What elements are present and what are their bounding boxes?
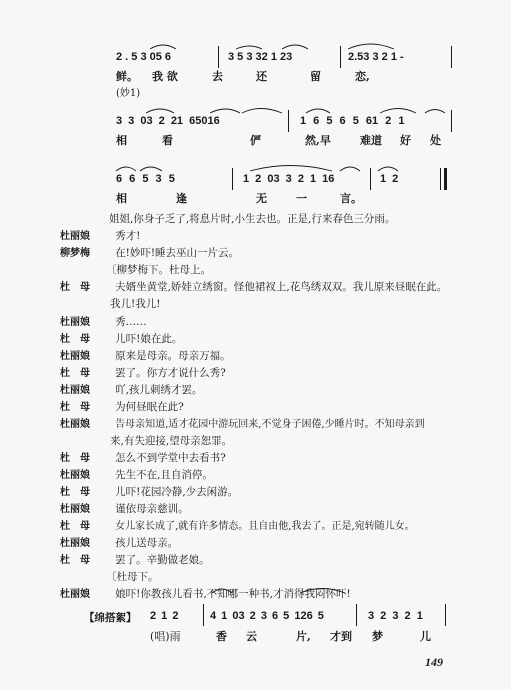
speaker-name: 杜丽娘 <box>60 538 90 549</box>
speaker-name: 杜丽娘 <box>60 470 90 481</box>
speaker-name: 柳梦梅 <box>60 248 90 259</box>
speaker-name: 杜丽娘 <box>60 589 90 600</box>
line-text: 〔柳梦梅下。杜母上。 <box>106 264 211 276</box>
lyric: (唱)雨 <box>150 630 181 643</box>
bar-line <box>356 604 357 626</box>
lyric: 言。 <box>340 192 362 205</box>
lyric: 无 <box>256 192 267 205</box>
lyric: 片, <box>296 630 311 643</box>
line-text: 姐姐,你身子乏了,将息片时,小生去也。正是,行来春色三分雨。 <box>109 213 396 225</box>
line-text: 儿吓!花园冷静,少去闲游。 <box>115 486 239 498</box>
bar-line <box>445 604 446 626</box>
score-notes: 4 1 03 2 3 6 5 126 5 <box>210 610 324 622</box>
line-text: 娘吓!你教孩儿看书,不知哪一种书,才消得我闷怀吓! <box>115 588 351 600</box>
lyric: 看 <box>162 134 173 147</box>
line-text: 女儿家长成了,就有许多情态。且自由他,我去了。正是,宛转随儿女。 <box>115 521 415 532</box>
lyric: 鲜。 <box>116 70 138 83</box>
dialogue-line <box>110 292 160 311</box>
lyric: 恋, <box>355 70 370 83</box>
speaker-name: 杜丽娘 <box>60 504 90 515</box>
line-text: 原来是母亲。母亲万福。 <box>115 350 231 362</box>
lyric: 留 <box>310 70 321 83</box>
line-text: 秀才! <box>115 230 141 242</box>
tune-title: 【绵搭絮】 <box>84 612 137 624</box>
lyric: 一 <box>296 192 307 205</box>
score-notes: 2 1 2 <box>150 610 179 622</box>
speaker-name: 杜丽娘 <box>60 351 90 362</box>
line-text: 夫婿坐黄堂,娇娃立绣窗。怪他裙衩上,花鸟绣双双。我儿原来昼眠在此。 <box>115 281 448 293</box>
dialogue-line <box>109 207 395 226</box>
score-notes: 3 5 3 32 1 23 <box>228 51 293 63</box>
line-text: 告母亲知道,适才花园中游玩回来,不觉身子困倦,少睡片时。不知母亲到 <box>115 419 425 430</box>
lyric: 我 欲 <box>152 70 178 83</box>
speaker-name: 杜丽娘 <box>60 385 90 396</box>
line-text: 罢了。辛勤做老娘。 <box>115 554 210 566</box>
score-notes: 2 . 5 3 05 6 <box>116 51 172 63</box>
line-text: 在!妙吓!睡去巫山一片云。 <box>115 247 240 259</box>
line-text: 〔杜母下。 <box>106 571 159 583</box>
line-text: 吖,孩儿刺绣才罢。 <box>115 384 203 396</box>
lyric: 才到 <box>330 630 352 643</box>
lyric: 云 <box>246 630 257 643</box>
speaker-name: 杜 母 <box>60 453 90 464</box>
lyric: 相 <box>116 134 127 147</box>
score-notes: 3 3 03 2 21 65016 <box>116 115 220 127</box>
line-text: 儿吓!娘在此。 <box>115 333 183 345</box>
lyric: 逢 <box>176 192 187 205</box>
score-notes: 1 2 <box>380 173 399 185</box>
score-notes: 2.53 3 2 1 - <box>348 51 404 63</box>
bar-line <box>203 604 204 626</box>
lyric: 难道 <box>360 134 382 147</box>
speaker-name: 杜丽娘 <box>60 317 90 328</box>
lyric: 去 <box>212 70 223 83</box>
lyric: 儿 <box>420 630 431 643</box>
lyric: 好 <box>400 134 411 147</box>
score-annotation: (妙1) <box>116 88 141 99</box>
line-text: 怎么不到学堂中去看书? <box>115 452 226 464</box>
lyric: 俨 <box>250 134 261 147</box>
line-text: 孩儿送母亲。 <box>115 537 179 549</box>
line-text: 先生不在,且自消停。 <box>115 469 213 481</box>
line-text: 来,有失迎接,望母亲恕罪。 <box>110 435 233 447</box>
lyric: 然,早 <box>305 134 331 147</box>
dialogue-line <box>60 582 351 601</box>
line-text: 我儿!我儿! <box>110 298 161 310</box>
speaker-name: 杜 母 <box>60 402 90 413</box>
speaker-name: 杜丽娘 <box>60 419 90 430</box>
score-notes: 1 2 03 3 2 1 16 <box>243 173 335 185</box>
line-text: 谨依母亲慈训。 <box>115 503 189 515</box>
line-text: 为何昼眠在此? <box>115 401 184 413</box>
speaker-name: 杜丽娘 <box>60 231 90 242</box>
speaker-name: 杜 母 <box>60 555 90 566</box>
lyric: 梦 <box>372 630 383 643</box>
speaker-name: 杜 母 <box>60 487 90 498</box>
lyric: 香 <box>216 630 227 643</box>
score-notes: 6 6 5 3 5 <box>116 173 175 185</box>
lyric: 相 <box>116 192 127 205</box>
page-number: 149 <box>425 655 443 669</box>
line-text: 秀…… <box>115 316 147 328</box>
lyric: 还 <box>256 70 267 83</box>
speaker-name: 杜 母 <box>60 334 90 345</box>
score-notes: 3 2 3 2 1 <box>368 610 423 622</box>
speaker-name: 杜 母 <box>60 282 90 293</box>
speaker-name: 杜 母 <box>60 368 90 379</box>
lyric: 处 <box>430 134 441 147</box>
speaker-name: 杜 母 <box>60 521 90 532</box>
score-notes: 1 6 5 6 5 61 2 1 <box>300 115 405 127</box>
line-text: 罢了。你方才说什么秀? <box>115 367 226 379</box>
